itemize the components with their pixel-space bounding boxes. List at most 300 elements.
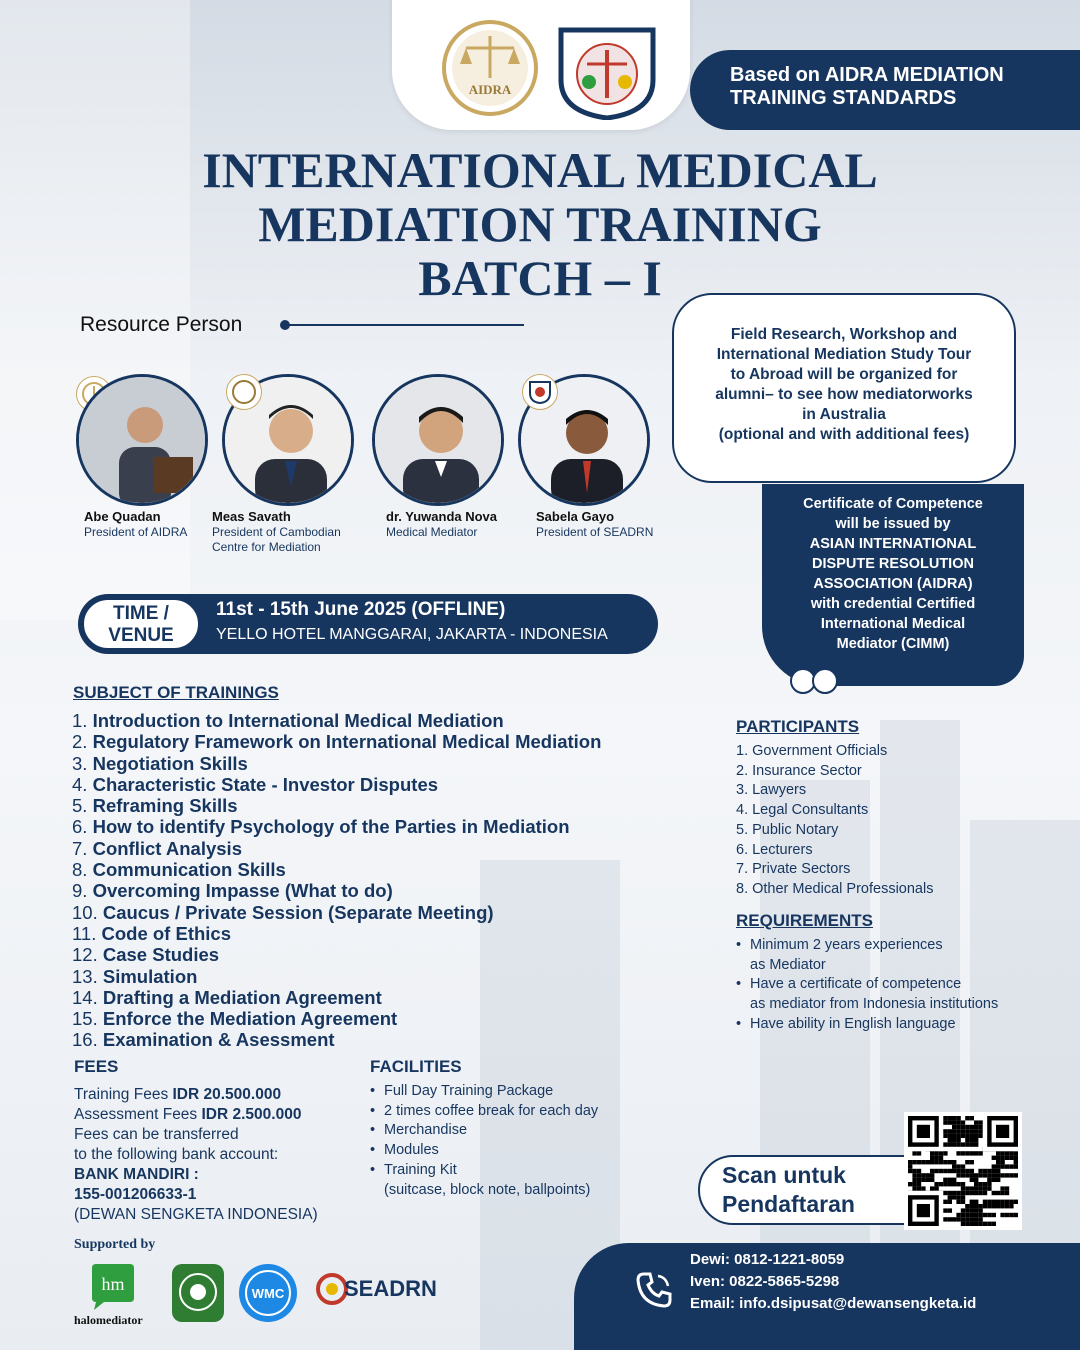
qr-module bbox=[956, 1134, 960, 1138]
qr-module bbox=[970, 1173, 974, 1177]
contact-dewi[interactable]: Dewi: 0812-1221-8059 bbox=[690, 1251, 845, 1268]
qr-module bbox=[908, 1182, 912, 1186]
qr-module bbox=[961, 1151, 965, 1155]
item-line: • Merchandise bbox=[384, 1122, 468, 1139]
qr-module bbox=[1014, 1160, 1018, 1164]
item-line: • Minimum 2 years experiences bbox=[750, 937, 943, 953]
qr-module bbox=[983, 1213, 987, 1217]
qr-module bbox=[970, 1213, 974, 1217]
qr-module bbox=[956, 1191, 960, 1195]
qr-module bbox=[992, 1222, 996, 1226]
qr-module bbox=[974, 1213, 978, 1217]
info-line: in Australia bbox=[802, 406, 886, 423]
qr-module bbox=[1014, 1213, 1018, 1217]
qr-module bbox=[908, 1169, 912, 1173]
list-item: 5. Public Notary bbox=[736, 821, 839, 838]
qr-module bbox=[978, 1208, 982, 1212]
item-number: 15. bbox=[72, 1008, 103, 1030]
qr-module bbox=[961, 1213, 965, 1217]
qr-module bbox=[1009, 1213, 1013, 1217]
qr-module bbox=[1005, 1191, 1009, 1195]
qr-module bbox=[992, 1173, 996, 1177]
time-label-line: TIME / bbox=[113, 603, 169, 624]
qr-module bbox=[1014, 1173, 1018, 1177]
qr-module bbox=[992, 1204, 996, 1208]
qr-module bbox=[912, 1173, 916, 1177]
qr-module bbox=[974, 1182, 978, 1186]
qr-module bbox=[987, 1178, 991, 1182]
qr-module bbox=[952, 1191, 956, 1195]
fees-note: Fees can be transferred bbox=[74, 1126, 239, 1143]
qr-module bbox=[956, 1138, 960, 1142]
qr-module bbox=[978, 1213, 982, 1217]
list-item: 1. Government Officials bbox=[736, 743, 888, 759]
list-item bbox=[72, 1029, 601, 1050]
qr-module bbox=[1000, 1156, 1004, 1160]
qr-module bbox=[970, 1200, 974, 1204]
qr-module bbox=[965, 1134, 969, 1138]
item-line: • 2 times coffee break for each day bbox=[384, 1102, 599, 1119]
qr-module bbox=[978, 1182, 982, 1186]
qr-module bbox=[917, 1173, 921, 1177]
qr-module bbox=[1009, 1156, 1013, 1160]
qr-module bbox=[917, 1125, 930, 1138]
cambodian-centre-mini-logo bbox=[226, 374, 262, 410]
qr-module bbox=[970, 1151, 974, 1155]
qr-module bbox=[965, 1116, 969, 1120]
qr-module bbox=[948, 1134, 952, 1138]
training-fee bbox=[74, 1085, 318, 1105]
list-item: 8. Other Medical Professionals bbox=[736, 880, 934, 897]
qr-module bbox=[934, 1151, 938, 1155]
qr-module bbox=[1009, 1204, 1013, 1208]
qr-module bbox=[956, 1173, 960, 1177]
qr-module bbox=[952, 1120, 956, 1124]
qr-module bbox=[970, 1191, 974, 1195]
info-line: International Mediation Study Tour bbox=[716, 346, 972, 363]
qr-module bbox=[948, 1160, 952, 1164]
item-number: 9. bbox=[72, 880, 93, 902]
requirements-title: REQUIREMENTS bbox=[736, 911, 873, 930]
qr-module bbox=[970, 1186, 974, 1190]
qr-module bbox=[961, 1125, 965, 1129]
speaker-role-line: President of SEADRN bbox=[536, 525, 654, 539]
qr-module bbox=[1000, 1204, 1004, 1208]
qr-module bbox=[917, 1160, 921, 1164]
qr-module bbox=[978, 1222, 982, 1226]
bank-account: 155-001206633-1 bbox=[74, 1186, 197, 1203]
qr-module bbox=[996, 1178, 1000, 1182]
qr-module bbox=[943, 1208, 947, 1212]
qr-module bbox=[1005, 1156, 1009, 1160]
qr-module bbox=[939, 1151, 943, 1155]
study-tour-info-bubble bbox=[672, 293, 1016, 483]
qr-module bbox=[992, 1213, 996, 1217]
qr-module bbox=[978, 1120, 982, 1124]
resource-line bbox=[284, 324, 524, 326]
qr-module bbox=[956, 1182, 960, 1186]
item-number: 6. bbox=[72, 816, 93, 838]
list-item: 4. Legal Consultants bbox=[736, 802, 869, 819]
fee-label: Assessment Fees bbox=[74, 1106, 202, 1123]
list-item bbox=[72, 987, 601, 1008]
qr-module bbox=[965, 1129, 969, 1133]
qr-module bbox=[970, 1178, 974, 1182]
qr-module bbox=[1000, 1173, 1004, 1177]
qr-module bbox=[987, 1186, 991, 1190]
qr-module bbox=[987, 1173, 991, 1177]
qr-module bbox=[974, 1217, 978, 1221]
qr-module bbox=[974, 1208, 978, 1212]
speaker-name: dr. Yuwanda Nova bbox=[386, 509, 498, 524]
qr-module bbox=[956, 1125, 960, 1129]
qr-module bbox=[943, 1142, 947, 1146]
list-item bbox=[72, 816, 601, 837]
qr-module bbox=[939, 1156, 943, 1160]
title-line3: BATCH – I bbox=[418, 250, 662, 306]
fee-value: IDR 20.500.000 bbox=[172, 1086, 282, 1103]
list-item bbox=[72, 923, 601, 944]
qr-module bbox=[974, 1173, 978, 1177]
qr-module bbox=[917, 1151, 921, 1155]
list-item: 6. Lecturers bbox=[736, 841, 813, 858]
cert-line: with credential Certified bbox=[810, 596, 976, 612]
speaker-photo bbox=[76, 374, 208, 506]
qr-module bbox=[983, 1200, 987, 1204]
qr-module bbox=[952, 1134, 956, 1138]
item-line: • Have a certificate of competence bbox=[750, 976, 962, 993]
cert-line: International Medical bbox=[820, 616, 966, 632]
qr-module bbox=[943, 1169, 947, 1173]
qr-module bbox=[996, 1125, 1009, 1138]
item-number: 7. bbox=[72, 837, 93, 859]
item-text: Reframing Skills bbox=[92, 795, 238, 817]
item-text: Drafting a Mediation Agreement bbox=[102, 986, 382, 1008]
qr-module bbox=[930, 1186, 934, 1190]
qr-module bbox=[930, 1173, 934, 1177]
item-text: Negotiation Skills bbox=[92, 752, 248, 774]
item-text: Caucus / Private Session (Separate Meeting) bbox=[102, 901, 494, 923]
supported-by-label: Supported by bbox=[74, 1237, 156, 1252]
qr-module bbox=[956, 1151, 960, 1155]
item-number: 13. bbox=[72, 965, 103, 987]
qr-module bbox=[1005, 1164, 1009, 1168]
qr-module bbox=[965, 1208, 969, 1212]
qr-module bbox=[956, 1129, 960, 1133]
wmc-logo-text: WMC bbox=[251, 1286, 285, 1301]
qr-module bbox=[1005, 1213, 1009, 1217]
speaker-role-line: Medical Mediator bbox=[386, 525, 478, 539]
qr-module bbox=[948, 1120, 952, 1124]
qr-module bbox=[992, 1191, 996, 1195]
qr-module bbox=[983, 1204, 987, 1208]
list-item bbox=[736, 1015, 998, 1035]
item-number: 4. bbox=[72, 773, 93, 795]
qr-module bbox=[948, 1200, 952, 1204]
list-item bbox=[72, 1008, 601, 1029]
halomediator-logo-text: hm bbox=[101, 1274, 125, 1294]
aidra-logo-text: AIDRA bbox=[468, 82, 512, 97]
speaker-role bbox=[84, 525, 187, 540]
qr-module bbox=[983, 1182, 987, 1186]
qr-module bbox=[961, 1217, 965, 1221]
qr-module bbox=[996, 1200, 1000, 1204]
qr-module bbox=[948, 1217, 952, 1221]
item-text: Regulatory Framework on International Medical Mediation bbox=[92, 731, 602, 753]
seadrn-name: SEADRN bbox=[344, 1276, 437, 1301]
qr-module bbox=[965, 1125, 969, 1129]
qr-module bbox=[952, 1116, 956, 1120]
qr-module bbox=[908, 1164, 912, 1168]
qr-module bbox=[952, 1160, 956, 1164]
qr-module bbox=[943, 1134, 947, 1138]
contact-iven[interactable]: Iven: 0822-5865-5298 bbox=[690, 1273, 840, 1290]
qr-module bbox=[987, 1204, 991, 1208]
list-item: 7. Private Sectors bbox=[736, 861, 851, 878]
qr-module bbox=[939, 1169, 943, 1173]
qr-module bbox=[965, 1173, 969, 1177]
qr-module bbox=[921, 1173, 925, 1177]
qr-module bbox=[1014, 1200, 1018, 1204]
qr-module bbox=[956, 1120, 960, 1124]
qr-module bbox=[926, 1160, 930, 1164]
list-item bbox=[736, 936, 998, 975]
speaker-photo bbox=[372, 374, 504, 506]
qr-module bbox=[983, 1169, 987, 1173]
contact-email[interactable]: Email: info.dsipusat@dewansengketa.id bbox=[690, 1295, 977, 1312]
assessment-fee bbox=[74, 1105, 318, 1125]
qr-module bbox=[943, 1217, 947, 1221]
qr-module bbox=[956, 1200, 960, 1204]
item-line: • Modules bbox=[384, 1142, 439, 1159]
item-text: Overcoming Impasse (What to do) bbox=[92, 880, 393, 902]
venue-label-line: VENUE bbox=[108, 625, 174, 646]
qr-module bbox=[974, 1191, 978, 1195]
scan-line: Scan untuk bbox=[722, 1162, 846, 1188]
qr-module bbox=[961, 1142, 965, 1146]
qr-module bbox=[974, 1178, 978, 1182]
qr-module bbox=[917, 1182, 921, 1186]
qr-module bbox=[948, 1191, 952, 1195]
bank-name: BANK MANDIRI : bbox=[74, 1166, 199, 1183]
qr-module bbox=[970, 1138, 974, 1142]
qr-module bbox=[1005, 1173, 1009, 1177]
qr-module bbox=[965, 1160, 969, 1164]
subjects-title: SUBJECT OF TRAININGS bbox=[73, 683, 279, 702]
qr-code[interactable] bbox=[904, 1112, 1022, 1230]
qr-module bbox=[970, 1169, 974, 1173]
qr-module bbox=[952, 1138, 956, 1142]
scan-line: Pendaftaran bbox=[722, 1191, 855, 1217]
qr-module bbox=[943, 1200, 947, 1204]
qr-module bbox=[956, 1217, 960, 1221]
item-number: 11. bbox=[72, 922, 102, 944]
item-text: How to identify Psychology of the Parties in Mediation bbox=[92, 816, 570, 838]
qr-module bbox=[1009, 1200, 1013, 1204]
qr-module bbox=[974, 1134, 978, 1138]
scan-registration-text[interactable] bbox=[722, 1161, 855, 1219]
halomediator-name: halomediator bbox=[74, 1313, 143, 1327]
qr-module bbox=[952, 1182, 956, 1186]
qr-module bbox=[987, 1169, 991, 1173]
qr-module bbox=[961, 1134, 965, 1138]
qr-module bbox=[1009, 1164, 1013, 1168]
qr-module bbox=[987, 1182, 991, 1186]
qr-module bbox=[917, 1204, 930, 1217]
qr-module bbox=[1005, 1186, 1009, 1190]
qr-module bbox=[961, 1164, 965, 1168]
qr-module bbox=[943, 1160, 947, 1164]
qr-module bbox=[956, 1164, 960, 1168]
cert-line: ASIAN INTERNATIONAL bbox=[809, 536, 977, 552]
qr-module bbox=[912, 1186, 916, 1190]
wmc-logo bbox=[236, 1262, 300, 1324]
speaker-name: Meas Savath bbox=[212, 509, 291, 524]
qr-module bbox=[961, 1191, 965, 1195]
qr-module bbox=[930, 1160, 934, 1164]
qr-module bbox=[970, 1129, 974, 1133]
list-item bbox=[370, 1141, 598, 1161]
qr-module bbox=[992, 1169, 996, 1173]
qr-module bbox=[978, 1204, 982, 1208]
item-text: Code of Ethics bbox=[101, 922, 231, 944]
qr-module bbox=[965, 1191, 969, 1195]
qr-module bbox=[930, 1151, 934, 1155]
qr-module bbox=[921, 1160, 925, 1164]
qr-module bbox=[956, 1142, 960, 1146]
qr-module bbox=[948, 1169, 952, 1173]
item-number: 14. bbox=[72, 986, 103, 1008]
item-line: as Mediator bbox=[750, 956, 826, 973]
qr-module bbox=[956, 1116, 960, 1120]
qr-module bbox=[934, 1182, 938, 1186]
qr-module bbox=[978, 1169, 982, 1173]
item-text: Conflict Analysis bbox=[92, 837, 242, 859]
item-number: 3. bbox=[72, 752, 93, 774]
qr-module bbox=[970, 1125, 974, 1129]
standards-badge-line1: Based on AIDRA MEDIATION bbox=[730, 64, 1004, 86]
speaker-role bbox=[536, 525, 653, 540]
item-number: 12. bbox=[72, 944, 103, 966]
qr-module bbox=[978, 1129, 982, 1133]
cert-line: ASSOCIATION (AIDRA) bbox=[813, 576, 973, 592]
account-holder: (DEWAN SENGKETA INDONESIA) bbox=[74, 1206, 318, 1223]
qr-module bbox=[996, 1164, 1000, 1168]
qr-module bbox=[930, 1178, 934, 1182]
qr-module bbox=[996, 1169, 1000, 1173]
facilities-list bbox=[370, 1082, 598, 1200]
list-item bbox=[72, 774, 601, 795]
item-number: 8. bbox=[72, 859, 93, 881]
qr-module bbox=[983, 1222, 987, 1226]
event-venue: YELLO HOTEL MANGGARAI, JAKARTA - INDONESIA bbox=[216, 626, 608, 643]
event-date: 11st - 15th June 2025 (OFFLINE) bbox=[216, 599, 506, 620]
speaker-role-line: President of AIDRA bbox=[84, 525, 188, 539]
qr-module bbox=[961, 1208, 965, 1212]
list-item bbox=[72, 753, 601, 774]
item-number: 10. bbox=[72, 901, 103, 923]
cert-line: will be issued by bbox=[835, 516, 951, 532]
qr-module bbox=[965, 1142, 969, 1146]
qr-module bbox=[970, 1134, 974, 1138]
qr-module bbox=[948, 1178, 952, 1182]
qr-module bbox=[992, 1156, 996, 1160]
qr-module bbox=[1005, 1204, 1009, 1208]
qr-module bbox=[965, 1169, 969, 1173]
qr-module bbox=[1009, 1151, 1013, 1155]
qr-module bbox=[917, 1169, 921, 1173]
fees-block bbox=[74, 1085, 318, 1225]
qr-module bbox=[970, 1142, 974, 1146]
qr-module bbox=[970, 1204, 974, 1208]
item-line: (suitcase, block note, ballpoints) bbox=[384, 1181, 591, 1198]
qr-module bbox=[912, 1178, 916, 1182]
speaker-name: Abe Quadan bbox=[84, 509, 161, 524]
qr-module bbox=[934, 1160, 938, 1164]
quote-icon bbox=[812, 668, 838, 694]
qr-module bbox=[970, 1116, 974, 1120]
qr-module bbox=[948, 1142, 952, 1146]
item-line: • Training Kit bbox=[384, 1161, 457, 1178]
qr-module bbox=[961, 1129, 965, 1133]
qr-module bbox=[956, 1213, 960, 1217]
qr-module bbox=[926, 1178, 930, 1182]
qr-module bbox=[992, 1200, 996, 1204]
qr-module bbox=[970, 1217, 974, 1221]
qr-module bbox=[943, 1151, 947, 1155]
time-venue-label bbox=[82, 598, 200, 650]
item-text: Examination & Asessment bbox=[102, 1029, 335, 1051]
qr-module bbox=[961, 1186, 965, 1190]
qr-module bbox=[1014, 1151, 1018, 1155]
qr-module bbox=[912, 1169, 916, 1173]
qr-module bbox=[1000, 1213, 1004, 1217]
info-line: to Abroad will be organized for bbox=[730, 366, 958, 383]
phone-icon bbox=[632, 1268, 676, 1312]
list-item bbox=[72, 710, 601, 731]
item-line: • Full Day Training Package bbox=[384, 1083, 554, 1099]
list-item bbox=[72, 838, 601, 859]
qr-module bbox=[974, 1125, 978, 1129]
qr-module bbox=[974, 1151, 978, 1155]
qr-module bbox=[1000, 1186, 1004, 1190]
qr-module bbox=[912, 1151, 916, 1155]
qr-module bbox=[943, 1116, 947, 1120]
qr-module bbox=[948, 1129, 952, 1133]
qr-module bbox=[1014, 1156, 1018, 1160]
qr-module bbox=[978, 1134, 982, 1138]
qr-module bbox=[952, 1164, 956, 1168]
qr-module bbox=[978, 1125, 982, 1129]
qr-module bbox=[1009, 1173, 1013, 1177]
fees-title: FEES bbox=[74, 1057, 119, 1076]
list-item: 3. Lawyers bbox=[736, 782, 807, 799]
list-item bbox=[72, 966, 601, 987]
qr-module bbox=[987, 1213, 991, 1217]
qr-module bbox=[1000, 1160, 1004, 1164]
qr-module bbox=[943, 1182, 947, 1186]
qr-module bbox=[952, 1169, 956, 1173]
qr-module bbox=[965, 1217, 969, 1221]
qr-module bbox=[917, 1178, 921, 1182]
qr-module bbox=[996, 1156, 1000, 1160]
speaker-role bbox=[212, 525, 341, 555]
qr-module bbox=[930, 1156, 934, 1160]
seadrn-mini-logo bbox=[522, 374, 558, 410]
subjects-list bbox=[72, 710, 601, 1051]
qr-module bbox=[921, 1178, 925, 1182]
qr-module bbox=[934, 1186, 938, 1190]
